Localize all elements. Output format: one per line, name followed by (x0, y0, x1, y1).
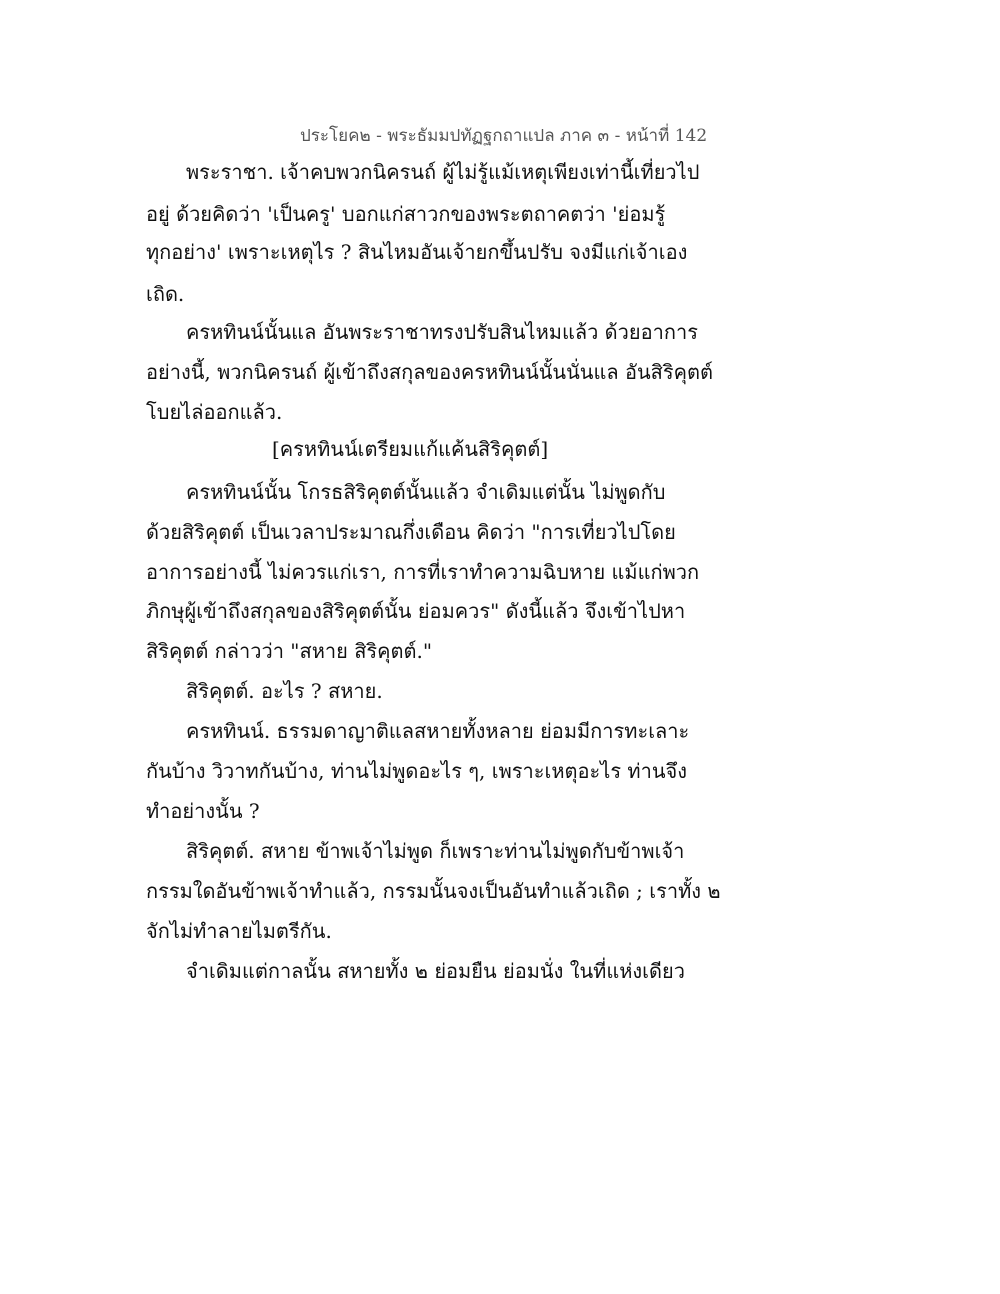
section-heading: [ครหทินน์เตรียมแก้แค้นสิริคุตต์] (272, 437, 549, 461)
body-line: ภิกษุผู้เข้าถึงสกุลของสิริคุตต์นั้น ย่อมควร" ดังนี้แล้ว จึงเข้าไปหา (146, 599, 686, 623)
body-line: พระราชา. เจ้าคบพวกนิครนถ์ ผู้ไม่รู้แม้เหตุเพียงเท่านี้เที่ยวไป (186, 160, 700, 184)
body-line: สิริคุตต์ กล่าวว่า "สหาย สิริคุตต์." (146, 639, 433, 663)
body-line: อยู่ ด้วยคิดว่า 'เป็นครู' บอกแก่สาวกของพระตถาคตว่า 'ย่อมรู้ (146, 202, 666, 226)
body-line: สิริคุตต์. สหาย ข้าพเจ้าไม่พูด ก็เพราะท่านไม่พูดกับข้าพเจ้า (186, 839, 685, 863)
body-line: สิริคุตต์. อะไร ? สหาย. (186, 679, 383, 703)
body-line: อย่างนี้, พวกนิครนถ์ ผู้เข้าถึงสกุลของครหทินน์นั้นนั่นแล อันสิริคุตต์ (146, 360, 713, 384)
body-line: ครหทินน์นั้น โกรธสิริคุตต์นั้นแล้ว จำเดิมแต่นั้น ไม่พูดกับ (186, 480, 666, 504)
body-line: จำเดิมแต่กาลนั้น สหายทั้ง ๒ ย่อมยืน ย่อมนั่ง ในที่แห่งเดียว (186, 959, 685, 983)
body-line: กันบ้าง วิวาทกันบ้าง, ท่านไม่พูดอะไร ๆ, เพราะเหตุอะไร ท่านจึง (146, 759, 687, 783)
running-header: ประโยค๒ - พระธัมมปทัฏฐกถาแปล ภาค ๓ - หน้าที่ 142 (300, 126, 708, 146)
body-line: ครหทินน์นั้นแล อันพระราชาทรงปรับสินไหมแล้ว ด้วยอาการ (186, 320, 698, 344)
body-line: เถิด. (146, 282, 185, 306)
body-line: จักไม่ทำลายไมตรีกัน. (146, 919, 332, 943)
body-line: ทำอย่างนั้น ? (146, 799, 260, 823)
body-line: ด้วยสิริคุตต์ เป็นเวลาประมาณกึ่งเดือน คิดว่า "การเที่ยวไปโดย (146, 520, 676, 544)
body-line: กรรมใดอันข้าพเจ้าทำแล้ว, กรรมนั้นจงเป็นอันทำแล้วเถิด ; เราทั้ง ๒ (146, 879, 721, 903)
body-line: โบยไล่ออกแล้ว. (146, 400, 283, 424)
body-line: ครหทินน์. ธรรมดาญาติแลสหายทั้งหลาย ย่อมมีการทะเลาะ (186, 719, 690, 743)
body-line: ทุกอย่าง' เพราะเหตุไร ? สินไหมอันเจ้ายกขึ้นปรับ จงมีแก่เจ้าเอง (146, 240, 688, 264)
body-line: อาการอย่างนี้ ไม่ควรแก่เรา, การที่เราทำความฉิบหาย แม้แก่พวก (146, 560, 700, 584)
